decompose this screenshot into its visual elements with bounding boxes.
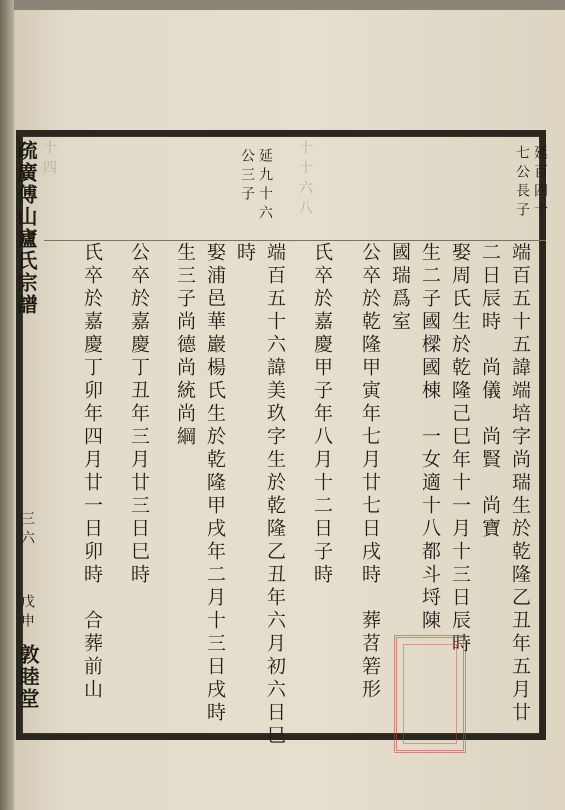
banxin-column bbox=[14, 136, 38, 734]
text-column: 時 bbox=[234, 242, 256, 265]
red-seal-stamp bbox=[394, 635, 466, 753]
hall-name: 敦睦堂 bbox=[16, 644, 40, 710]
lineage-note-2: 延九十六公三子 bbox=[239, 148, 273, 224]
text-column: 娶浦邑華巖楊氏生於乾隆甲戌年二月十三日戌時 bbox=[204, 242, 226, 725]
page-top-edge bbox=[0, 0, 565, 10]
genealogy-title: 疏廣傅山廬氏宗譜 bbox=[14, 140, 38, 316]
header-rule bbox=[44, 240, 546, 241]
text-column: 娶周氏生於乾隆己巳年十一月十三日辰時 bbox=[449, 242, 471, 656]
text-column: 公卒於嘉慶丁丑年三月廿三日巳時 bbox=[128, 242, 150, 587]
bleed-through-text: 十四 bbox=[41, 140, 57, 180]
text-column: 二日辰時 尚儀 尚賢 尚寶 bbox=[479, 242, 501, 541]
book-spine bbox=[0, 0, 14, 810]
lineage-note-1: 延百四十七公長子 bbox=[514, 145, 548, 221]
text-column: 端百五十五諱端培字尚瑞生於乾隆乙丑年五月廿 bbox=[509, 242, 531, 725]
text-column: 生三子尚德尚統尚綱 bbox=[174, 242, 196, 449]
cyclic-year: 戊申 bbox=[19, 594, 35, 632]
text-column: 氏卒於嘉慶甲子年八月十二日子時 bbox=[311, 242, 333, 587]
text-column: 端百五十六諱美玖字生於乾隆乙丑年六月初六日巳 bbox=[264, 242, 286, 748]
text-column: 生二子國樑國棟 一女適十八都斗埒陳 bbox=[419, 242, 441, 633]
text-column: 公卒於乾隆甲寅年七月廿七日戌時 葬苕箬形 bbox=[359, 242, 381, 702]
page-number: 三六 bbox=[19, 511, 35, 549]
bleed-through-text: 十十六八 bbox=[297, 140, 313, 220]
text-column: 氏卒於嘉慶丁卯年四月廿一日卯時 合葬前山 bbox=[81, 242, 103, 702]
text-column: 國瑞爲室 bbox=[389, 242, 411, 334]
